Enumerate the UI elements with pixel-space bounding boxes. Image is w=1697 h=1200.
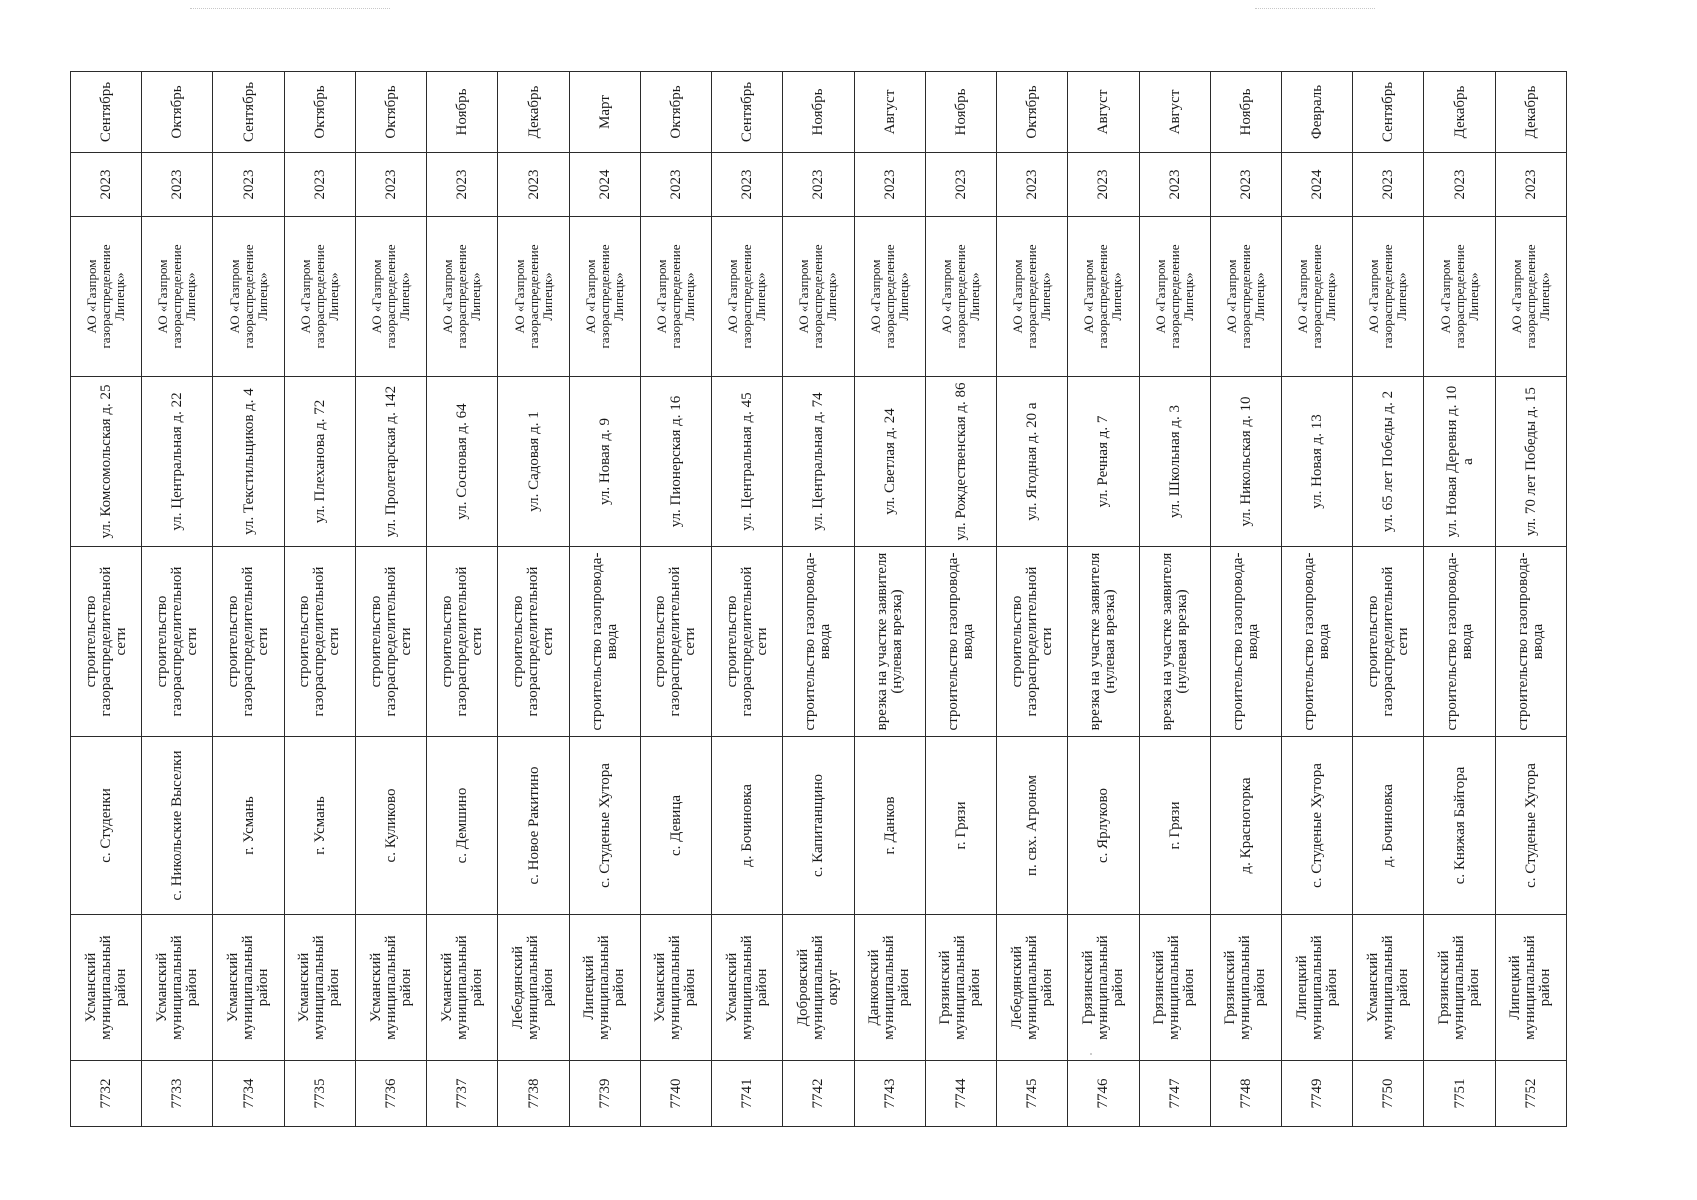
work-type-cell: врезка на участке заявителя (нулевая врезка)	[1139, 547, 1210, 737]
address-cell: ул. Центральная д. 74	[783, 377, 854, 547]
organization-cell: АО «Газпром газораспределение Липецк»	[213, 217, 284, 377]
district-cell: Усманский муниципальный район	[355, 915, 426, 1061]
month-cell: Декабрь	[1424, 72, 1495, 153]
row-number-cell: 7750	[1353, 1061, 1424, 1127]
row-number-cell: 7743	[854, 1061, 925, 1127]
organization-cell: АО «Газпром газораспределение Липецк»	[640, 217, 711, 377]
table-row	[1495, 72, 1566, 1127]
district-cell: Лебедянский муниципальный район	[997, 915, 1068, 1061]
year-cell: 2023	[355, 153, 426, 217]
table-row	[498, 72, 569, 1127]
settlement-cell: д. Красногорка	[1210, 737, 1281, 915]
organization-cell: АО «Газпром газораспределение Липецк»	[1068, 217, 1139, 377]
work-type-cell: строительство газопровода-ввода	[925, 547, 996, 737]
organization-cell: АО «Газпром газораспределение Липецк»	[498, 217, 569, 377]
month-cell: Сентябрь	[1353, 72, 1424, 153]
year-cell: 2023	[1353, 153, 1424, 217]
district-cell: Грязинский муниципальный район	[1139, 915, 1210, 1061]
year-cell: 2023	[997, 153, 1068, 217]
table-row	[997, 72, 1068, 1127]
month-cell: Октябрь	[640, 72, 711, 153]
gasification-schedule-table	[70, 71, 1567, 1127]
year-cell: 2023	[284, 153, 355, 217]
scan-artifact-line	[190, 8, 390, 9]
work-type-cell: строительство газораспределительной сети	[213, 547, 284, 737]
settlement-cell: с. Капитанщино	[783, 737, 854, 915]
organization-cell: АО «Газпром газораспределение Липецк»	[783, 217, 854, 377]
settlement-cell: г. Усмань	[213, 737, 284, 915]
table-row	[355, 72, 426, 1127]
organization-cell: АО «Газпром газораспределение Липецк»	[427, 217, 498, 377]
organization-cell: АО «Газпром газораспределение Липецк»	[1139, 217, 1210, 377]
settlement-cell: г. Грязи	[1139, 737, 1210, 915]
row-number-cell: 7739	[569, 1061, 640, 1127]
settlement-cell: г. Усмань	[284, 737, 355, 915]
district-cell: Усманский муниципальный район	[71, 915, 142, 1061]
table-row	[213, 72, 284, 1127]
address-cell: ул. Пионерская д. 16	[640, 377, 711, 547]
address-cell: ул. 65 лет Победы д. 2	[1353, 377, 1424, 547]
work-type-cell: строительство газораспределительной сети	[712, 547, 783, 737]
row-number-cell: 7749	[1281, 1061, 1352, 1127]
address-cell: ул. Текстильщиков д. 4	[213, 377, 284, 547]
row-number-cell: 7737	[427, 1061, 498, 1127]
year-cell: 2023	[712, 153, 783, 217]
address-cell: ул. Комсомольская д. 25	[71, 377, 142, 547]
settlement-cell: с. Девица	[640, 737, 711, 915]
row-number-cell: 7745	[997, 1061, 1068, 1127]
table-row	[1353, 72, 1424, 1127]
table-row	[1210, 72, 1281, 1127]
year-cell: 2023	[427, 153, 498, 217]
district-cell: Грязинский муниципальный район	[925, 915, 996, 1061]
settlement-cell: с. Студеные Хутора	[569, 737, 640, 915]
district-cell: Усманский муниципальный район	[284, 915, 355, 1061]
year-cell: 2023	[1068, 153, 1139, 217]
address-cell: ул. Новая д. 9	[569, 377, 640, 547]
year-cell: 2023	[783, 153, 854, 217]
month-cell: Сентябрь	[712, 72, 783, 153]
work-type-cell: строительство газораспределительной сети	[284, 547, 355, 737]
work-type-cell: строительство газопровода-ввода	[569, 547, 640, 737]
year-cell: 2023	[1495, 153, 1566, 217]
address-cell: ул. Центральная д. 22	[142, 377, 213, 547]
work-type-cell: строительство газораспределительной сети	[71, 547, 142, 737]
organization-cell: АО «Газпром газораспределение Липецк»	[71, 217, 142, 377]
district-cell: Добровский муниципальный округ	[783, 915, 854, 1061]
row-number-cell: 7732	[71, 1061, 142, 1127]
district-cell: Усманский муниципальный район	[142, 915, 213, 1061]
settlement-cell: с. Студенки	[71, 737, 142, 915]
address-cell: ул. Никольская д. 10	[1210, 377, 1281, 547]
month-cell: Март	[569, 72, 640, 153]
district-cell: Усманский муниципальный район	[1353, 915, 1424, 1061]
district-cell: Усманский муниципальный район	[427, 915, 498, 1061]
year-cell: 2023	[71, 153, 142, 217]
work-type-cell: строительство газораспределительной сети	[640, 547, 711, 737]
table-row	[1068, 72, 1139, 1127]
address-cell: ул. Школьная д. 3	[1139, 377, 1210, 547]
settlement-cell: г. Грязи	[925, 737, 996, 915]
organization-cell: АО «Газпром газораспределение Липецк»	[1281, 217, 1352, 377]
settlement-cell: д. Бочиновка	[712, 737, 783, 915]
work-type-cell: строительство газораспределительной сети	[355, 547, 426, 737]
row-number-cell: 7738	[498, 1061, 569, 1127]
district-cell: Грязинский муниципальный район	[1068, 915, 1139, 1061]
work-type-cell: врезка на участке заявителя (нулевая врезка)	[854, 547, 925, 737]
district-cell: Липецкий муниципальный район	[1281, 915, 1352, 1061]
settlement-cell: с. Новое Ракитино	[498, 737, 569, 915]
table-row	[854, 72, 925, 1127]
address-cell: ул. Садовая д. 1	[498, 377, 569, 547]
row-number-cell: 7740	[640, 1061, 711, 1127]
row-number-cell: 7747	[1139, 1061, 1210, 1127]
work-type-cell: строительство газораспределительной сети	[427, 547, 498, 737]
address-cell: ул. Центральная д. 45	[712, 377, 783, 547]
settlement-cell: с. Княжая Байгора	[1424, 737, 1495, 915]
settlement-cell: п. свх. Агроном	[997, 737, 1068, 915]
table-row	[71, 72, 142, 1127]
organization-cell: АО «Газпром газораспределение Липецк»	[284, 217, 355, 377]
table-row	[925, 72, 996, 1127]
row-number-cell: 7741	[712, 1061, 783, 1127]
settlement-cell: с. Студеные Хутора	[1281, 737, 1352, 915]
table-row	[783, 72, 854, 1127]
year-cell: 2023	[1210, 153, 1281, 217]
table-row	[569, 72, 640, 1127]
table-row	[712, 72, 783, 1127]
table-row	[284, 72, 355, 1127]
district-cell: Лебедянский муниципальный район	[498, 915, 569, 1061]
year-cell: 2024	[569, 153, 640, 217]
address-cell: ул. Светлая д. 24	[854, 377, 925, 547]
row-number-cell: 7734	[213, 1061, 284, 1127]
organization-cell: АО «Газпром газораспределение Липецк»	[712, 217, 783, 377]
district-cell: Липецкий муниципальный район	[1495, 915, 1566, 1061]
row-number-cell: 7736	[355, 1061, 426, 1127]
month-cell: Сентябрь	[71, 72, 142, 153]
rotated-table-wrapper	[70, 72, 1567, 1127]
month-cell: Октябрь	[284, 72, 355, 153]
year-cell: 2023	[640, 153, 711, 217]
district-cell: Усманский муниципальный район	[213, 915, 284, 1061]
scan-artifact-line	[1255, 8, 1375, 9]
address-cell: ул. Пролетарская д. 142	[355, 377, 426, 547]
year-cell: 2023	[1139, 153, 1210, 217]
work-type-cell: строительство газопровода-ввода	[783, 547, 854, 737]
month-cell: Декабрь	[498, 72, 569, 153]
settlement-cell: д. Бочиновка	[1353, 737, 1424, 915]
year-cell: 2023	[142, 153, 213, 217]
table-row	[1139, 72, 1210, 1127]
organization-cell: АО «Газпром газораспределение Липецк»	[1495, 217, 1566, 377]
table-row	[142, 72, 213, 1127]
row-number-cell: 7733	[142, 1061, 213, 1127]
address-cell: ул. Рождественская д. 86	[925, 377, 996, 547]
month-cell: Август	[854, 72, 925, 153]
organization-cell: АО «Газпром газораспределение Липецк»	[355, 217, 426, 377]
organization-cell: АО «Газпром газораспределение Липецк»	[854, 217, 925, 377]
settlement-cell: с. Студеные Хутора	[1495, 737, 1566, 915]
settlement-cell: с. Никольские Выселки	[142, 737, 213, 915]
organization-cell: АО «Газпром газораспределение Липецк»	[1353, 217, 1424, 377]
district-cell: Усманский муниципальный район	[640, 915, 711, 1061]
month-cell: Февраль	[1281, 72, 1352, 153]
work-type-cell: строительство газопровода-ввода	[1210, 547, 1281, 737]
address-cell: ул. 70 лет Победы д. 15	[1495, 377, 1566, 547]
address-cell: ул. Новая д. 13	[1281, 377, 1352, 547]
settlement-cell: с. Демшино	[427, 737, 498, 915]
work-type-cell: врезка на участке заявителя (нулевая врезка)	[1068, 547, 1139, 737]
district-cell: Усманский муниципальный район	[712, 915, 783, 1061]
year-cell: 2023	[854, 153, 925, 217]
row-number-cell: 7748	[1210, 1061, 1281, 1127]
address-cell: ул. Речная д. 7	[1068, 377, 1139, 547]
address-cell: ул. Новая Деревня д. 10 а	[1424, 377, 1495, 547]
table-body	[71, 72, 1567, 1127]
work-type-cell: строительство газопровода-ввода	[1281, 547, 1352, 737]
work-type-cell: строительство газопровода-ввода	[1495, 547, 1566, 737]
year-cell: 2023	[925, 153, 996, 217]
district-cell: Липецкий муниципальный район	[569, 915, 640, 1061]
month-cell: Ноябрь	[783, 72, 854, 153]
row-number-cell: 7751	[1424, 1061, 1495, 1127]
table-row	[640, 72, 711, 1127]
settlement-cell: г. Данков	[854, 737, 925, 915]
table-row	[1281, 72, 1352, 1127]
row-number-cell: 7744	[925, 1061, 996, 1127]
work-type-cell: строительство газораспределительной сети	[498, 547, 569, 737]
settlement-cell: с. Куликово	[355, 737, 426, 915]
organization-cell: АО «Газпром газораспределение Липецк»	[1424, 217, 1495, 377]
table-row	[1424, 72, 1495, 1127]
address-cell: ул. Сосновая д. 64	[427, 377, 498, 547]
work-type-cell: строительство газораспределительной сети	[997, 547, 1068, 737]
work-type-cell: строительство газораспределительной сети	[142, 547, 213, 737]
month-cell: Август	[1068, 72, 1139, 153]
year-cell: 2023	[498, 153, 569, 217]
organization-cell: АО «Газпром газораспределение Липецк»	[997, 217, 1068, 377]
organization-cell: АО «Газпром газораспределение Липецк»	[1210, 217, 1281, 377]
year-cell: 2023	[213, 153, 284, 217]
month-cell: Октябрь	[355, 72, 426, 153]
work-type-cell: строительство газопровода-ввода	[1424, 547, 1495, 737]
month-cell: Ноябрь	[925, 72, 996, 153]
year-cell: 2024	[1281, 153, 1352, 217]
year-cell: 2023	[1424, 153, 1495, 217]
row-number-cell: 7742	[783, 1061, 854, 1127]
district-cell: Данковский муниципальный район	[854, 915, 925, 1061]
row-number-cell: 7735	[284, 1061, 355, 1127]
organization-cell: АО «Газпром газораспределение Липецк»	[569, 217, 640, 377]
month-cell: Октябрь	[997, 72, 1068, 153]
work-type-cell: строительство газораспределительной сети	[1353, 547, 1424, 737]
district-cell: Грязинский муниципальный район	[1210, 915, 1281, 1061]
month-cell: Ноябрь	[1210, 72, 1281, 153]
district-cell: Грязинский муниципальный район	[1424, 915, 1495, 1061]
row-number-cell: 7746	[1068, 1061, 1139, 1127]
address-cell: ул. Плеханова д. 72	[284, 377, 355, 547]
address-cell: ул. Ягодная д. 20 а	[997, 377, 1068, 547]
settlement-cell: с. Ярлуково	[1068, 737, 1139, 915]
month-cell: Декабрь	[1495, 72, 1566, 153]
organization-cell: АО «Газпром газораспределение Липецк»	[142, 217, 213, 377]
month-cell: Ноябрь	[427, 72, 498, 153]
month-cell: Август	[1139, 72, 1210, 153]
organization-cell: АО «Газпром газораспределение Липецк»	[925, 217, 996, 377]
month-cell: Октябрь	[142, 72, 213, 153]
month-cell: Сентябрь	[213, 72, 284, 153]
table-row	[427, 72, 498, 1127]
row-number-cell: 7752	[1495, 1061, 1566, 1127]
